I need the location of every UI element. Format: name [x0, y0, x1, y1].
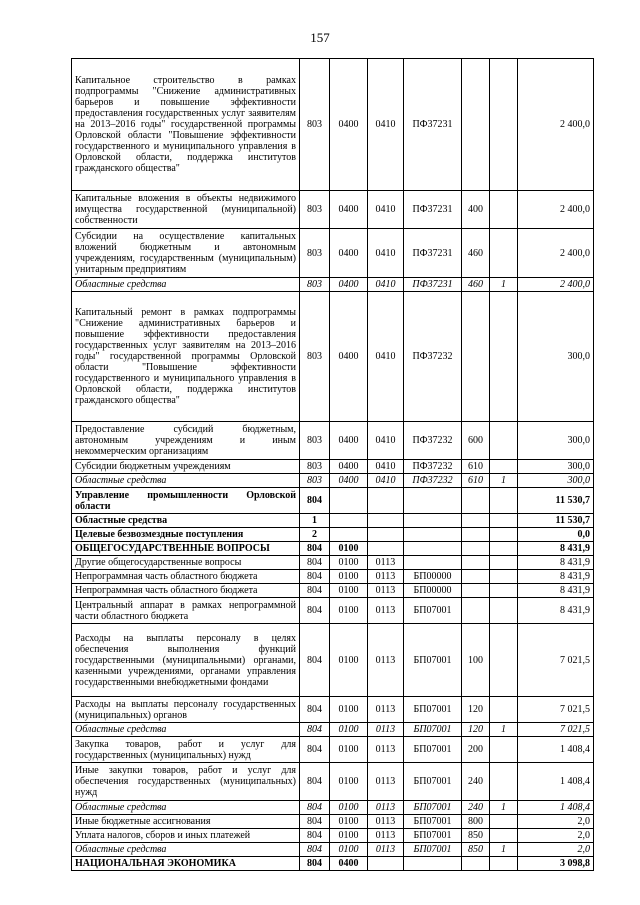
cell-expense-type: 200 — [462, 737, 490, 763]
cell-target-item: ПФ37232 — [404, 422, 462, 460]
table-row — [72, 488, 594, 514]
cell-target-item: ПФ37231 — [404, 278, 462, 292]
cell-target-item: БП07001 — [404, 829, 462, 843]
cell-expense-type — [462, 59, 490, 191]
cell-section — [330, 514, 368, 528]
cell-admin-code: 803 — [300, 474, 330, 488]
table-row — [72, 229, 594, 278]
cell-section: 0400 — [330, 857, 368, 871]
cell-amount: 1 408,4 — [518, 801, 594, 815]
table-row — [72, 59, 594, 191]
cell-subsection — [368, 488, 404, 514]
cell-funding-source — [490, 292, 518, 422]
cell-expense-type: 100 — [462, 624, 490, 697]
cell-target-item — [404, 488, 462, 514]
cell-name: Непрограммная часть областного бюджета — [72, 584, 300, 598]
cell-funding-source — [490, 488, 518, 514]
cell-amount: 11 530,7 — [518, 514, 594, 528]
cell-amount: 2,0 — [518, 815, 594, 829]
cell-subsection: 0410 — [368, 422, 404, 460]
cell-admin-code: 804 — [300, 801, 330, 815]
cell-target-item: БП07001 — [404, 624, 462, 697]
cell-funding-source: 1 — [490, 801, 518, 815]
cell-section — [330, 528, 368, 542]
cell-expense-type: 600 — [462, 422, 490, 460]
cell-funding-source — [490, 737, 518, 763]
cell-subsection: 0113 — [368, 829, 404, 843]
cell-admin-code: 804 — [300, 829, 330, 843]
cell-subsection: 0113 — [368, 624, 404, 697]
cell-funding-source — [490, 229, 518, 278]
cell-section: 0100 — [330, 815, 368, 829]
cell-name: Предоставление субсидий бюджетным, автономным учреждениям и иным некоммерческим организациям — [72, 422, 300, 460]
cell-subsection: 0113 — [368, 815, 404, 829]
cell-section: 0400 — [330, 229, 368, 278]
cell-funding-source — [490, 556, 518, 570]
cell-amount: 7 021,5 — [518, 624, 594, 697]
table-row — [72, 474, 594, 488]
cell-funding-source — [490, 191, 518, 229]
cell-section: 0100 — [330, 829, 368, 843]
cell-amount: 0,0 — [518, 528, 594, 542]
cell-subsection: 0113 — [368, 598, 404, 624]
cell-target-item: БП07001 — [404, 763, 462, 801]
cell-funding-source — [490, 598, 518, 624]
cell-section — [330, 488, 368, 514]
cell-subsection — [368, 857, 404, 871]
cell-admin-code: 804 — [300, 556, 330, 570]
cell-admin-code: 803 — [300, 278, 330, 292]
cell-subsection — [368, 514, 404, 528]
cell-amount: 7 021,5 — [518, 723, 594, 737]
cell-funding-source — [490, 697, 518, 723]
cell-amount: 300,0 — [518, 422, 594, 460]
cell-subsection: 0113 — [368, 556, 404, 570]
cell-expense-type — [462, 570, 490, 584]
table-row — [72, 422, 594, 460]
cell-expense-type: 120 — [462, 697, 490, 723]
cell-amount: 8 431,9 — [518, 570, 594, 584]
cell-amount: 2 400,0 — [518, 278, 594, 292]
cell-funding-source: 1 — [490, 278, 518, 292]
cell-funding-source — [490, 815, 518, 829]
table-row — [72, 584, 594, 598]
cell-admin-code: 804 — [300, 584, 330, 598]
cell-funding-source — [490, 763, 518, 801]
cell-expense-type — [462, 556, 490, 570]
cell-name: Непрограммная часть областного бюджета — [72, 570, 300, 584]
cell-name: ОБЩЕГОСУДАРСТВЕННЫЕ ВОПРОСЫ — [72, 542, 300, 556]
cell-expense-type: 800 — [462, 815, 490, 829]
cell-section: 0100 — [330, 584, 368, 598]
table-row — [72, 292, 594, 422]
cell-admin-code: 804 — [300, 624, 330, 697]
cell-amount: 300,0 — [518, 292, 594, 422]
cell-section: 0100 — [330, 542, 368, 556]
cell-expense-type: 240 — [462, 801, 490, 815]
cell-amount: 1 408,4 — [518, 763, 594, 801]
cell-section: 0400 — [330, 474, 368, 488]
cell-subsection: 0410 — [368, 474, 404, 488]
cell-subsection: 0410 — [368, 229, 404, 278]
cell-name: Субсидии на осуществление капитальных вложений бюджетным и автономным учреждениям, государственным (муниципальным) унитарным предприятиям — [72, 229, 300, 278]
cell-name: Капитальный ремонт в рамках подпрограммы "Снижение административных барьеров и повышение эффективности предоставления государственных услуг заявителям на 2013–2016 годы" государственной программы Орловской области "Повышение эффективности государственного и муниципального управления в Орловской области, поддержка институтов гражданского общества" — [72, 292, 300, 422]
cell-admin-code: 2 — [300, 528, 330, 542]
cell-name: Областные средства — [72, 843, 300, 857]
cell-amount: 11 530,7 — [518, 488, 594, 514]
table-row — [72, 697, 594, 723]
cell-amount: 2,0 — [518, 829, 594, 843]
table-row — [72, 570, 594, 584]
cell-name: Областные средства — [72, 514, 300, 528]
cell-amount: 7 021,5 — [518, 697, 594, 723]
cell-target-item: ПФ37232 — [404, 474, 462, 488]
cell-name: Областные средства — [72, 723, 300, 737]
cell-admin-code: 803 — [300, 229, 330, 278]
table-row — [72, 514, 594, 528]
cell-name: Управление промышленности Орловской области — [72, 488, 300, 514]
cell-target-item: БП07001 — [404, 598, 462, 624]
table-body — [72, 59, 594, 871]
cell-admin-code: 804 — [300, 857, 330, 871]
cell-section: 0100 — [330, 598, 368, 624]
table-row — [72, 191, 594, 229]
cell-admin-code: 803 — [300, 191, 330, 229]
cell-admin-code: 1 — [300, 514, 330, 528]
budget-table — [71, 58, 594, 871]
cell-expense-type — [462, 584, 490, 598]
cell-amount: 300,0 — [518, 460, 594, 474]
cell-expense-type: 460 — [462, 229, 490, 278]
cell-target-item: ПФ37232 — [404, 460, 462, 474]
cell-subsection: 0113 — [368, 737, 404, 763]
cell-expense-type: 850 — [462, 829, 490, 843]
table-row — [72, 815, 594, 829]
cell-section: 0100 — [330, 801, 368, 815]
cell-admin-code: 803 — [300, 460, 330, 474]
cell-admin-code: 804 — [300, 815, 330, 829]
table-row — [72, 528, 594, 542]
cell-funding-source — [490, 624, 518, 697]
cell-amount: 2 400,0 — [518, 59, 594, 191]
cell-name: Капитальное строительство в рамках подпрограммы "Снижение административных барьеров и повышение эффективности предоставления государственных услуг заявителям на 2013–2016 годы" государственной программы Орловской области "Повышение эффективности государственного и муниципального управления в Орловской области, поддержка институтов гражданского общества" — [72, 59, 300, 191]
cell-funding-source — [490, 514, 518, 528]
cell-target-item — [404, 556, 462, 570]
cell-admin-code: 804 — [300, 737, 330, 763]
cell-target-item: БП07001 — [404, 843, 462, 857]
cell-amount: 300,0 — [518, 474, 594, 488]
table-row — [72, 737, 594, 763]
cell-funding-source: 1 — [490, 723, 518, 737]
page-number: 157 — [310, 30, 330, 45]
cell-amount: 3 098,8 — [518, 857, 594, 871]
table-row — [72, 723, 594, 737]
table-row — [72, 542, 594, 556]
table-row — [72, 843, 594, 857]
cell-name: НАЦИОНАЛЬНАЯ ЭКОНОМИКА — [72, 857, 300, 871]
cell-target-item: БП07001 — [404, 801, 462, 815]
cell-target-item: БП07001 — [404, 723, 462, 737]
cell-target-item: ПФ37231 — [404, 191, 462, 229]
cell-expense-type — [462, 598, 490, 624]
cell-funding-source — [490, 422, 518, 460]
cell-funding-source — [490, 59, 518, 191]
cell-subsection: 0113 — [368, 843, 404, 857]
table-row — [72, 624, 594, 697]
cell-funding-source — [490, 528, 518, 542]
cell-funding-source — [490, 460, 518, 474]
cell-expense-type: 610 — [462, 460, 490, 474]
cell-expense-type: 400 — [462, 191, 490, 229]
cell-name: Капитальные вложения в объекты недвижимого имущества государственной (муниципальной) собственности — [72, 191, 300, 229]
table-row — [72, 857, 594, 871]
cell-admin-code: 804 — [300, 542, 330, 556]
cell-target-item: ПФ37231 — [404, 59, 462, 191]
cell-funding-source — [490, 570, 518, 584]
cell-target-item: БП07001 — [404, 697, 462, 723]
cell-name: Субсидии бюджетным учреждениям — [72, 460, 300, 474]
cell-funding-source — [490, 857, 518, 871]
cell-subsection: 0113 — [368, 697, 404, 723]
cell-admin-code: 804 — [300, 843, 330, 857]
cell-admin-code: 803 — [300, 422, 330, 460]
cell-expense-type — [462, 528, 490, 542]
table-row — [72, 556, 594, 570]
cell-subsection: 0113 — [368, 570, 404, 584]
cell-name: Иные закупки товаров, работ и услуг для обеспечения государственных (муниципальных) нужд — [72, 763, 300, 801]
cell-amount: 2,0 — [518, 843, 594, 857]
cell-section: 0400 — [330, 278, 368, 292]
cell-admin-code: 804 — [300, 570, 330, 584]
cell-admin-code: 804 — [300, 697, 330, 723]
cell-subsection — [368, 528, 404, 542]
cell-name: Расходы на выплаты персоналу в целях обеспечения выполнения функций государственными (муниципальными) органами, казенными учреждениями, органами управления государственными внебюджетными фондами — [72, 624, 300, 697]
cell-admin-code: 804 — [300, 763, 330, 801]
cell-name: Областные средства — [72, 801, 300, 815]
table-row — [72, 460, 594, 474]
cell-target-item: БП00000 — [404, 570, 462, 584]
cell-expense-type: 610 — [462, 474, 490, 488]
cell-name: Уплата налогов, сборов и иных платежей — [72, 829, 300, 843]
cell-amount: 2 400,0 — [518, 229, 594, 278]
cell-admin-code: 803 — [300, 59, 330, 191]
table-row — [72, 801, 594, 815]
cell-name: Другие общегосударственные вопросы — [72, 556, 300, 570]
cell-target-item: БП07001 — [404, 737, 462, 763]
cell-name: Целевые безвозмездные поступления — [72, 528, 300, 542]
cell-expense-type — [462, 488, 490, 514]
cell-name: Расходы на выплаты персоналу государственных (муниципальных) органов — [72, 697, 300, 723]
cell-subsection: 0410 — [368, 59, 404, 191]
cell-expense-type: 460 — [462, 278, 490, 292]
cell-target-item — [404, 528, 462, 542]
cell-subsection: 0410 — [368, 460, 404, 474]
cell-section: 0100 — [330, 570, 368, 584]
cell-subsection: 0113 — [368, 723, 404, 737]
table-row — [72, 278, 594, 292]
cell-funding-source: 1 — [490, 474, 518, 488]
cell-name: Областные средства — [72, 474, 300, 488]
cell-target-item: БП07001 — [404, 815, 462, 829]
cell-amount: 2 400,0 — [518, 191, 594, 229]
cell-amount: 8 431,9 — [518, 598, 594, 624]
cell-admin-code: 804 — [300, 723, 330, 737]
cell-section: 0100 — [330, 763, 368, 801]
cell-expense-type — [462, 514, 490, 528]
cell-name: Областные средства — [72, 278, 300, 292]
cell-admin-code: 804 — [300, 598, 330, 624]
cell-expense-type: 240 — [462, 763, 490, 801]
cell-section: 0400 — [330, 59, 368, 191]
cell-subsection: 0113 — [368, 763, 404, 801]
cell-subsection: 0410 — [368, 191, 404, 229]
cell-section: 0100 — [330, 737, 368, 763]
cell-section: 0400 — [330, 460, 368, 474]
cell-subsection: 0410 — [368, 292, 404, 422]
cell-expense-type — [462, 542, 490, 556]
cell-amount: 1 408,4 — [518, 737, 594, 763]
cell-admin-code: 803 — [300, 292, 330, 422]
cell-expense-type — [462, 857, 490, 871]
cell-funding-source — [490, 584, 518, 598]
cell-funding-source — [490, 829, 518, 843]
cell-section: 0100 — [330, 556, 368, 570]
cell-expense-type: 850 — [462, 843, 490, 857]
table-row — [72, 829, 594, 843]
cell-funding-source — [490, 542, 518, 556]
cell-target-item: БП00000 — [404, 584, 462, 598]
cell-name: Иные бюджетные ассигнования — [72, 815, 300, 829]
cell-name: Закупка товаров, работ и услуг для государственных (муниципальных) нужд — [72, 737, 300, 763]
table-row — [72, 598, 594, 624]
table-row — [72, 763, 594, 801]
cell-section: 0100 — [330, 624, 368, 697]
cell-subsection: 0410 — [368, 278, 404, 292]
cell-target-item: ПФ37231 — [404, 229, 462, 278]
cell-target-item — [404, 857, 462, 871]
cell-section: 0400 — [330, 422, 368, 460]
cell-section: 0100 — [330, 843, 368, 857]
cell-name: Центральный аппарат в рамках непрограммной части областного бюджета — [72, 598, 300, 624]
cell-subsection: 0113 — [368, 801, 404, 815]
cell-section: 0100 — [330, 697, 368, 723]
cell-amount: 8 431,9 — [518, 584, 594, 598]
cell-section: 0400 — [330, 191, 368, 229]
cell-expense-type — [462, 292, 490, 422]
cell-amount: 8 431,9 — [518, 556, 594, 570]
cell-section: 0400 — [330, 292, 368, 422]
cell-expense-type: 120 — [462, 723, 490, 737]
cell-target-item — [404, 514, 462, 528]
cell-funding-source: 1 — [490, 843, 518, 857]
cell-amount: 8 431,9 — [518, 542, 594, 556]
cell-subsection — [368, 542, 404, 556]
cell-target-item — [404, 542, 462, 556]
cell-section: 0100 — [330, 723, 368, 737]
cell-target-item: ПФ37232 — [404, 292, 462, 422]
cell-subsection: 0113 — [368, 584, 404, 598]
cell-admin-code: 804 — [300, 488, 330, 514]
